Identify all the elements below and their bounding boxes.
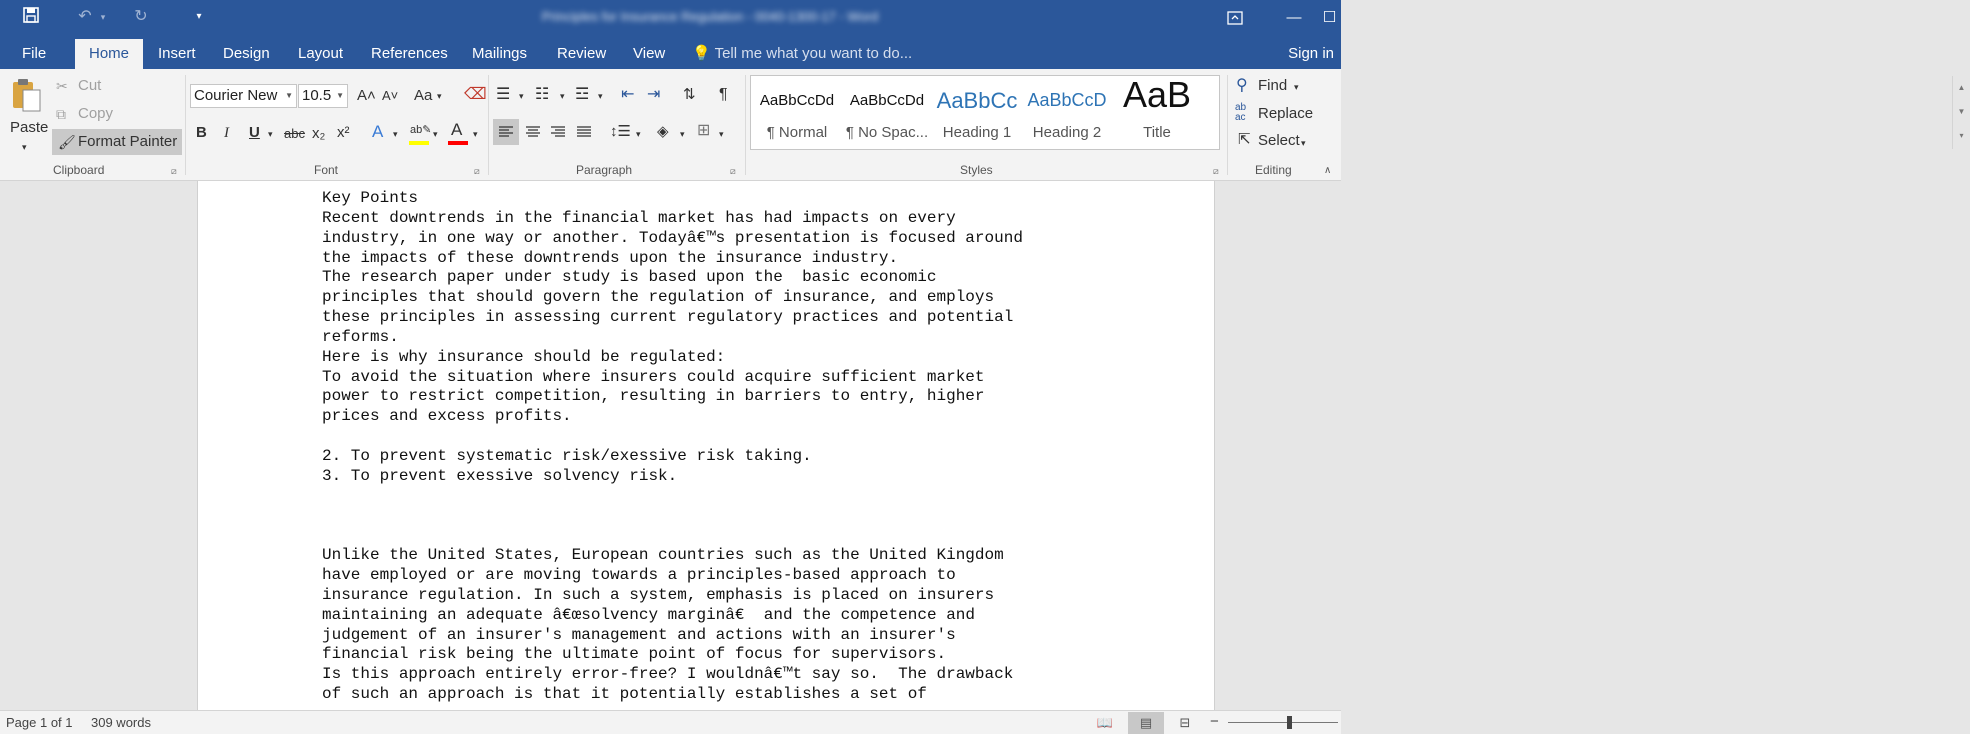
select-button[interactable]: Select [1258, 132, 1300, 149]
paintbrush-icon: 🖌 [58, 134, 76, 150]
document-line: of such an approach is that it potentially establishes a set of [322, 685, 927, 704]
paste-icon[interactable] [10, 77, 44, 113]
group-divider [745, 75, 746, 175]
font-name-value: Courier New [194, 87, 278, 104]
ribbon-tab-bar [0, 36, 1341, 69]
document-line: principles that should govern the regulation of insurance, and employs [322, 288, 995, 307]
document-page[interactable] [197, 181, 1215, 710]
change-case-icon[interactable]: Aa [414, 87, 433, 104]
minimize-icon[interactable]: — [1286, 9, 1302, 26]
highlight-color-bar [409, 141, 429, 145]
select-cursor-icon: ⇱ [1238, 131, 1251, 148]
underline-icon[interactable]: U [249, 124, 260, 141]
page-count[interactable]: Page 1 of 1 [6, 715, 73, 730]
zoom-out-icon[interactable]: − [1210, 713, 1219, 730]
strikethrough-icon[interactable]: abc [284, 126, 305, 141]
numbering-dropdown-icon[interactable]: ▾ [560, 91, 565, 101]
document-line: prices and excess profits. [322, 407, 572, 426]
format-painter-button[interactable] [52, 129, 182, 155]
undo-dropdown-icon[interactable]: ▾ [100, 12, 106, 22]
clipboard-group-label: Clipboard [53, 163, 105, 177]
document-line: insurance regulation. In such a system, emphasis is placed on insurers [322, 585, 995, 604]
document-line: these principles in assessing current regulatory practices and potential [322, 308, 1014, 327]
highlight-icon[interactable]: ab✎ [410, 124, 432, 136]
justify-icon [571, 119, 597, 145]
document-line: 2. To prevent systematic risk/exessive risk taking. [322, 446, 812, 465]
customize-qat-icon[interactable]: ▾ [196, 11, 202, 22]
clipboard-launcher-icon[interactable]: ⧄ [171, 166, 177, 176]
document-line: have employed or are moving towards a principles-based approach to [322, 566, 956, 585]
multilevel-dropdown-icon[interactable]: ▾ [598, 91, 603, 101]
font-size-value: 10.5 [302, 87, 332, 104]
group-divider [1227, 75, 1228, 175]
styles-scroll [1952, 76, 1970, 149]
align-left-button[interactable] [493, 119, 519, 145]
font-size-dropdown[interactable] [298, 84, 348, 108]
show-marks-icon[interactable]: ¶ [719, 86, 728, 103]
align-right-button[interactable] [545, 119, 571, 145]
copy-icon: ⧉ [56, 106, 66, 122]
document-line: Is this approach entirely error-free? I wouldnâ€™t say so. The drawback [322, 665, 1014, 684]
subscript-icon[interactable]: x₂ [312, 125, 326, 142]
italic-icon[interactable]: I [224, 125, 229, 141]
tab-review[interactable]: Review [557, 45, 607, 62]
paragraph-launcher-icon[interactable]: ⧄ [730, 166, 736, 176]
style-sample: AaBbCcD [1027, 90, 1107, 110]
lightbulb-icon: 💡 [692, 45, 711, 62]
tab-mailings[interactable]: Mailings [472, 45, 528, 62]
style-heading-1[interactable] [932, 76, 1022, 149]
font-color-bar [448, 141, 468, 145]
change-case-dropdown-icon[interactable]: ▾ [437, 91, 442, 101]
web-layout-icon[interactable]: ⊟ [1179, 715, 1191, 730]
borders-dropdown-icon[interactable]: ▾ [719, 129, 724, 139]
document-line: Unlike the United States, European countries such as the United Kingdom [322, 546, 1004, 565]
document-line [322, 487, 1023, 507]
zoom-slider-track[interactable] [1228, 722, 1338, 723]
font-color-icon[interactable]: A [451, 120, 463, 139]
document-line: 3. To prevent exessive solvency risk. [322, 466, 678, 485]
sign-in-link[interactable]: Sign in [1288, 45, 1334, 62]
tab-layout[interactable]: Layout [298, 45, 344, 62]
maximize-icon[interactable]: ☐ [1322, 9, 1337, 26]
align-center-button[interactable] [520, 119, 546, 145]
document-workspace [0, 181, 1341, 710]
document-line [322, 526, 1023, 546]
font-group-label: Font [314, 163, 339, 177]
style-normal[interactable] [752, 76, 842, 149]
document-line: financial risk being the ultimate point of focus for supervisors. [322, 645, 947, 664]
cut-button[interactable]: Cut [78, 77, 102, 94]
redo-icon[interactable]: ↻ [134, 8, 148, 25]
shading-icon[interactable]: ◈ [657, 123, 669, 140]
group-divider [488, 75, 489, 175]
collapse-ribbon-icon[interactable]: ∧ [1324, 165, 1332, 176]
bullets-dropdown-icon[interactable]: ▾ [519, 91, 524, 101]
line-spacing-icon[interactable]: ↕☰ [610, 123, 631, 140]
increase-indent-icon[interactable]: ⇥ [647, 86, 661, 103]
status-bar [0, 710, 1341, 734]
scroll-up-icon[interactable]: ▲ [1957, 83, 1966, 92]
font-launcher-icon[interactable]: ⧄ [474, 166, 480, 176]
bold-icon[interactable]: B [196, 124, 207, 141]
style-sample: AaBbCcDd [849, 92, 925, 109]
styles-launcher-icon[interactable]: ⧄ [1213, 166, 1219, 176]
document-line: To avoid the situation where insurers could acquire sufficient market [322, 367, 985, 386]
shrink-font-icon[interactable]: A˅ [382, 88, 399, 103]
grow-font-icon[interactable]: A˄ [357, 87, 376, 104]
tab-references[interactable]: References [371, 45, 448, 62]
word-count[interactable]: 309 words [91, 715, 151, 730]
document-line: the impacts of these downtrends upon the insurance industry. [322, 248, 899, 267]
document-line [322, 427, 1023, 447]
document-line: Here is why insurance should be regulated: [322, 347, 726, 366]
document-body[interactable] [322, 189, 1023, 705]
chevron-down-icon: ▼ [285, 91, 293, 100]
document-line: power to restrict competition, resulting in barriers to entry, higher [322, 387, 985, 406]
editing-group-label: Editing [1255, 163, 1292, 177]
ribbon-display-icon[interactable] [1212, 0, 1258, 36]
find-button[interactable]: Find [1258, 77, 1288, 94]
chevron-down-icon: ▼ [336, 91, 344, 100]
numbering-icon[interactable]: ☷ [535, 86, 550, 103]
tab-insert[interactable]: Insert [158, 45, 196, 62]
style-name: Title [1143, 124, 1171, 141]
title-bar [0, 0, 1341, 36]
tab-home[interactable]: Home [75, 39, 143, 69]
format-painter-label: Format Painter [78, 133, 178, 150]
sort-icon[interactable]: ⇅ [683, 86, 696, 103]
style-no-spacing[interactable] [842, 76, 932, 149]
select-dropdown-icon[interactable]: ▾ [1301, 138, 1306, 148]
undo-icon[interactable]: ↶ [78, 8, 92, 25]
shading-dropdown-icon[interactable]: ▾ [680, 129, 685, 139]
highlight-dropdown-icon[interactable]: ▾ [433, 129, 438, 139]
group-divider [185, 75, 186, 175]
style-title[interactable] [1112, 76, 1202, 149]
replace-icon: ab ac [1235, 102, 1247, 123]
document-title: Principles for Insurance Regulation - 0040-1300-17 - Word [541, 9, 879, 24]
tell-me-placeholder: Tell me what you want to do... [714, 45, 913, 62]
line-spacing-dropdown-icon[interactable]: ▾ [636, 129, 641, 139]
replace-button[interactable]: Replace [1258, 105, 1314, 122]
document-line: Key Points [322, 189, 419, 207]
underline-dropdown-icon[interactable]: ▾ [268, 129, 273, 139]
print-layout-icon[interactable]: ▤ [1128, 712, 1164, 734]
zoom-slider-thumb[interactable] [1287, 716, 1292, 729]
ribbon-home [0, 69, 1966, 181]
find-dropdown-icon[interactable]: ▾ [1294, 82, 1299, 92]
gallery-more-icon[interactable]: ▾ [1959, 131, 1964, 140]
borders-icon[interactable]: ⊞ [697, 122, 711, 139]
tab-design[interactable]: Design [223, 45, 270, 62]
save-icon[interactable] [18, 6, 44, 31]
scroll-down-icon[interactable]: ▼ [1957, 107, 1966, 116]
style-name: Heading 1 [942, 124, 1012, 141]
text-effects-icon[interactable]: A [372, 122, 384, 141]
style-sample: AaBbCc [936, 88, 1018, 113]
align-right-icon [545, 119, 571, 145]
tell-me-box[interactable] [692, 39, 912, 69]
copy-button[interactable]: Copy [78, 105, 114, 122]
tab-view[interactable]: View [633, 45, 666, 62]
styles-group-label: Styles [960, 163, 993, 177]
document-line: judgement of an insurer's management and actions with an insurer's [322, 625, 956, 644]
paste-dropdown-icon[interactable]: ▾ [22, 142, 27, 152]
document-line: industry, in one way or another. Todayâ€™s presentation is focused around [322, 228, 1023, 247]
font-name-dropdown[interactable] [190, 84, 297, 108]
align-center-icon [520, 119, 546, 145]
justify-button[interactable] [571, 119, 597, 145]
decrease-indent-icon[interactable]: ⇤ [621, 86, 635, 103]
superscript-icon[interactable]: x² [337, 124, 350, 141]
document-line [322, 507, 1023, 527]
document-line: The research paper under study is based upon the basic economic [322, 268, 937, 287]
read-mode-icon[interactable]: 📖 [1096, 715, 1114, 730]
clear-formatting-icon[interactable]: ⌫ [464, 86, 487, 103]
document-line: Recent downtrends in the financial market has had impacts on every [322, 208, 956, 227]
bullets-icon[interactable]: ☰ [496, 86, 511, 103]
style-name: ¶ No Spac... [845, 124, 929, 141]
text-effects-dropdown-icon[interactable]: ▾ [393, 129, 398, 139]
find-icon: ⚲ [1236, 77, 1248, 94]
document-line: reforms. [322, 327, 399, 346]
tab-file[interactable]: File [22, 45, 47, 62]
paragraph-group-label: Paragraph [576, 163, 633, 177]
cut-icon: ✂ [56, 78, 68, 94]
style-name: ¶ Normal [766, 124, 828, 141]
align-left-icon [493, 119, 519, 145]
paste-button[interactable]: Paste [10, 119, 49, 136]
style-sample: AaBbCcDd [759, 92, 835, 109]
font-color-dropdown-icon[interactable]: ▾ [473, 129, 478, 139]
document-line: maintaining an adequate â€œsolvency marginâ€ and the competence and [322, 605, 975, 624]
style-heading-2[interactable] [1022, 76, 1112, 149]
style-name: Heading 2 [1032, 124, 1102, 141]
style-sample: AaB [1122, 74, 1192, 115]
multilevel-list-icon[interactable]: ☲ [575, 86, 590, 103]
